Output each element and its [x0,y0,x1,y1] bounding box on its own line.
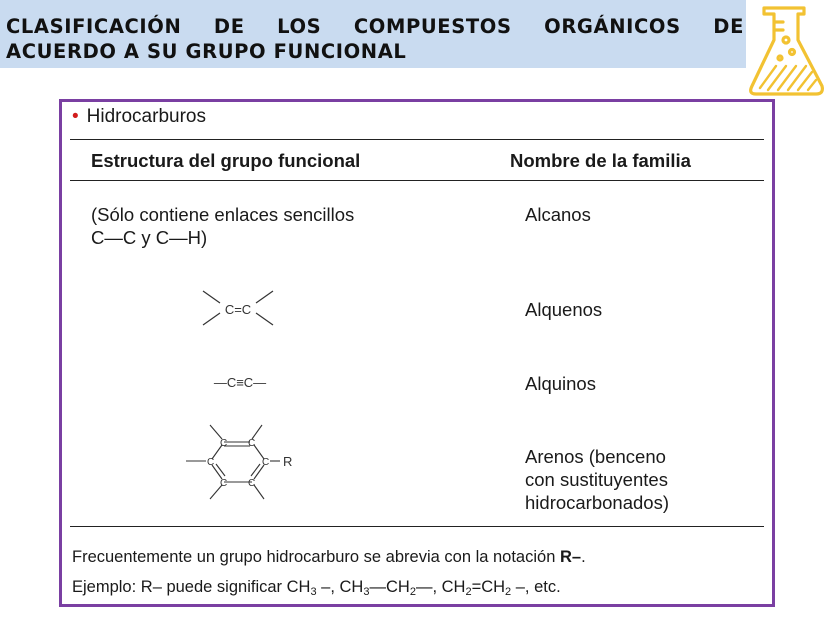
svg-text:C: C [248,438,256,449]
footnote-ex-part2: –, CH [316,578,364,596]
section-heading-label: Hidrocarburos [86,106,206,127]
family-alkynes: Alquinos [525,373,596,394]
table-header-rule [70,180,764,181]
structure-alkane-line1: (Sólo contiene enlaces sencillos [91,204,355,225]
footnote-ex-part3: —CH [369,578,410,596]
svg-text:C: C [262,457,270,468]
column-header-structure: Estructura del grupo funcional [91,150,361,171]
alkene-label: C=C [224,302,252,317]
family-arenes [525,445,669,514]
bullet-icon: • [72,106,79,127]
family-arenes-line3: hidrocarbonados) [525,492,669,513]
footnote-notation: R– [559,548,582,566]
footnote-ex-sub4: 2 [465,586,472,598]
family-arenes-line2: con sustituyentes [525,469,668,490]
alkyne-label: —C≡C— [213,375,267,390]
family-arenes-line1: Arenos (benceno [525,446,666,467]
footnote-ex-part5: =CH [471,578,506,596]
footnote-line2 [72,578,561,597]
alkyne-structure [190,370,290,394]
footnote-ex-sub2: 3 [363,586,370,598]
structure-alkane [91,203,354,249]
family-alkenes: Alquenos [525,299,603,320]
footnote-ex-sub5: 2 [505,586,512,598]
footnote-line1-text: Frecuentemente un grupo hidrocarburo se abrevia con la notación [72,548,560,566]
column-header-family: Nombre de la familia [510,150,691,171]
footnote-line1-end: . [581,548,586,566]
footnote-ex-end: –, etc. [511,578,561,596]
svg-text:C: C [220,438,228,449]
page-title-line1: CLASIFICACIÓN DE LOS COMPUESTOS ORGÁNICOS DE [6,15,744,38]
section-heading [72,106,206,128]
footnote-ex-prefix: Ejemplo: R– puede significar CH [72,578,311,596]
flask-icon [746,0,828,100]
footnote-ex-sub3: 2 [409,586,416,598]
svg-text:C: C [220,478,228,489]
arene-r-label: R [283,454,293,469]
structure-alkane-line2: C—C y C—H) [91,227,208,248]
title-banner [0,0,746,68]
footnote-ex-part4: —, CH [415,578,466,596]
table-top-rule [70,139,764,140]
arene-structure [182,417,302,507]
footnote-line1 [72,548,586,567]
alkene-structure [198,285,278,333]
page-title-line2: ACUERDO A SU GRUPO FUNCIONAL [6,40,407,63]
footnote-ex-sub1: 3 [310,586,317,598]
page-title [6,14,744,64]
svg-text:C: C [248,478,256,489]
family-alkanes: Alcanos [525,204,591,225]
content-card [59,99,775,607]
svg-text:C: C [207,457,215,468]
table-bottom-rule [70,526,764,527]
